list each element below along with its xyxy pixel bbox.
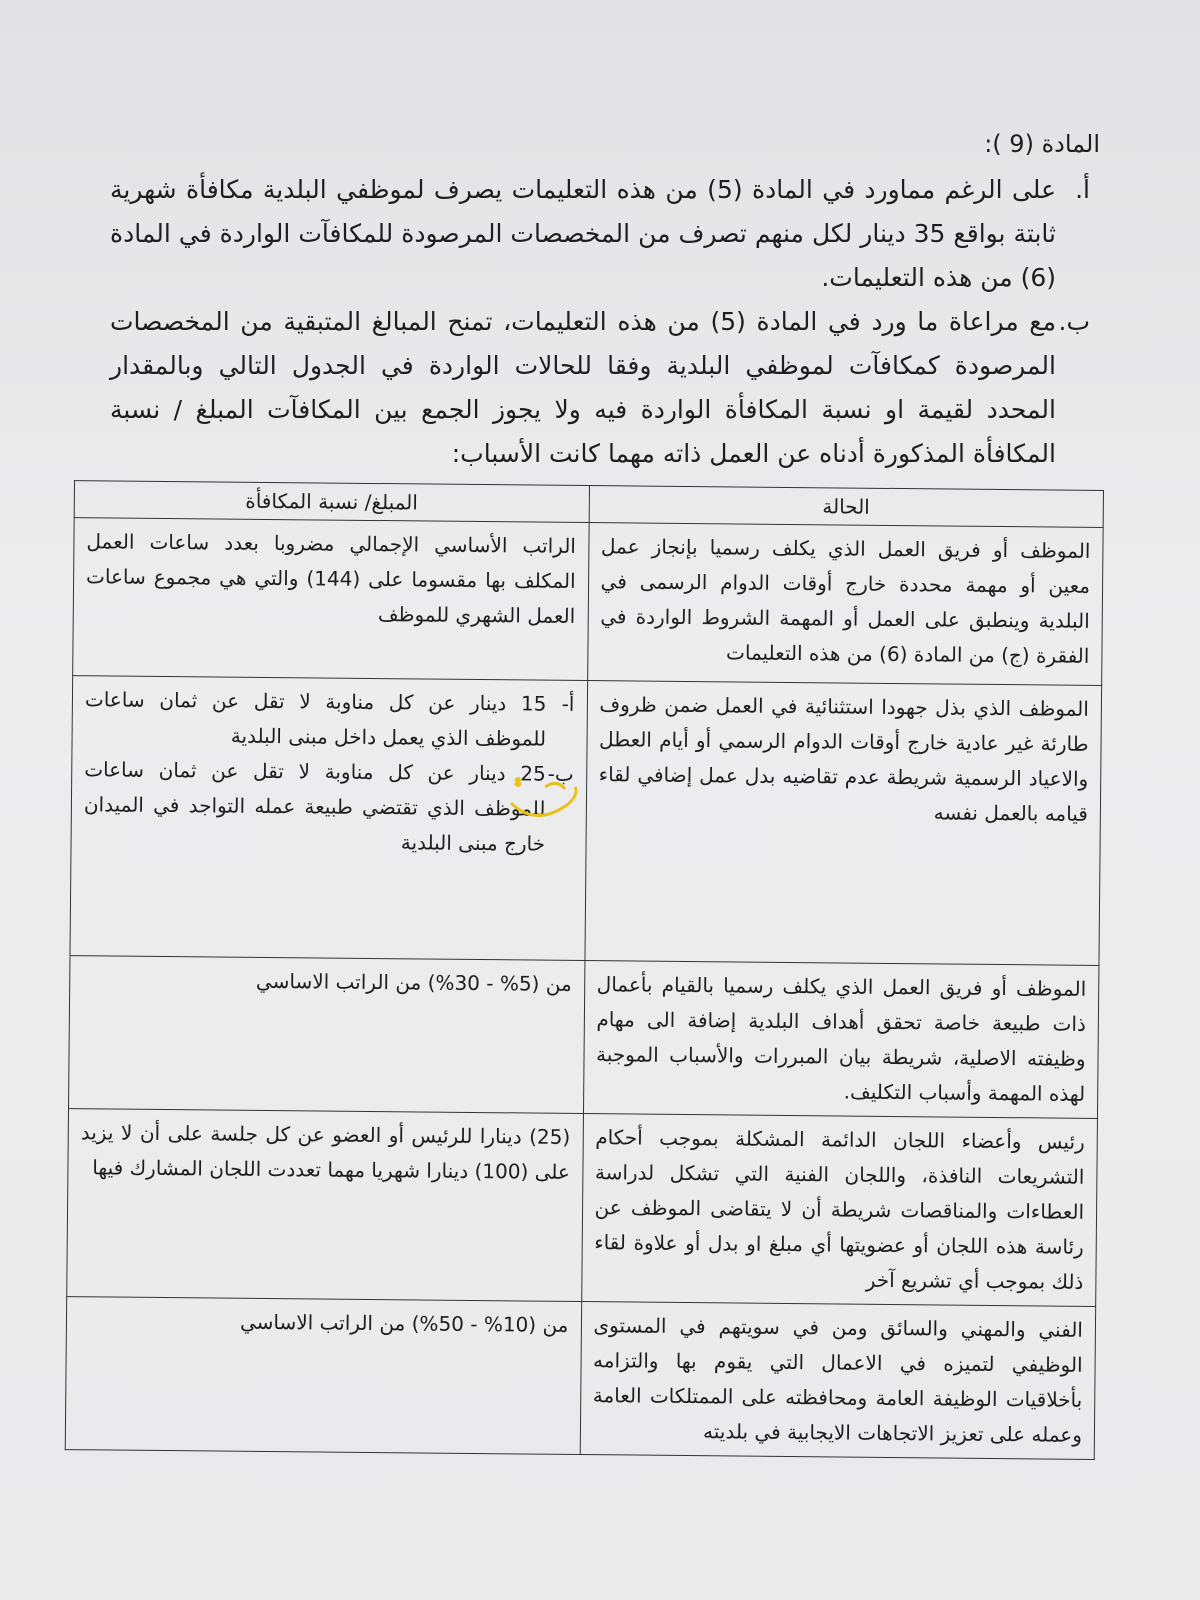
case-cell: الفني والمهني والسائق ومن في سويتهم في المستوى الوظيفي لتميزه في الاعمال التي يقوم بها والتزامه بأخلاقيات الوظيفة العامة ومحافظته على الممتلكات العامة وعمله على تعزيز الاتجاهات الايجابية في بلديته (580, 1302, 1096, 1460)
paragraph-marker: ب. (1058, 307, 1090, 336)
case-cell: الموظف أو فريق العمل الذي يكلف رسميا بإنجاز عمل معين أو مهمة محددة خارج أوقات الدوام الرسمى في البلدية وينطبق على العمل أو المهمة الشروط الواردة في الفقرة (ج) من المادة (6) من هذه التعليمات (587, 523, 1103, 686)
amount-subitem (84, 682, 574, 757)
paragraph-a (70, 168, 1090, 300)
subitem-text: 25 دينار عن كل مناوبة لا تقل عن ثمان ساعات للموظف الذي تقتضي طبيعة عمله التواجد في الميدان خارج مبنى البلدية (83, 757, 546, 856)
article-body (70, 130, 1100, 476)
subitem-marker: ب- (547, 761, 574, 786)
amount-cell: (25) دينارا للرئيس أو العضو عن كل جلسة على أن لا يزيد على (100) دينارا شهريا مهما تعددت اللجان المشارك فيها (67, 1109, 583, 1302)
amount-cell: الراتب الأساسي الإجمالي مضروبا بعدد ساعات العمل المكلف بها مقسوما على (144) والتي هي مجموع ساعات العمل الشهري للموظف (73, 518, 589, 681)
watermark-logo-icon (505, 765, 595, 825)
header-amount: المبلغ/ نسبة المكافأة (74, 481, 589, 523)
paragraph-text: على الرغم مماورد في المادة (5) من هذه التعليمات يصرف لموظفي البلدية مكافأة شهرية ثابتة بواقع 35 دينار لكل منهم تصرف من المخصصات المرصودة للمكافآت الواردة في المادة (6) من هذه التعليمات. (110, 175, 1057, 292)
compensation-table (65, 480, 1104, 1460)
table-row (69, 956, 1099, 1119)
case-cell: الموظف الذي بذل جهودا استثنائية في العمل ضمن ظروف طارئة غير عادية خارج أوقات الدوام الرسمي أو أيام العطل والاعياد الرسمية شريطة عدم تقاضيه بدل عمل إضافي لقاء قيامه بالعمل نفسه (584, 681, 1101, 966)
table-row (67, 1109, 1098, 1307)
article-title: المادة (9 ): (984, 130, 1100, 158)
case-cell: الموظف أو فريق العمل الذي يكلف رسميا بالقيام بأعمال ذات طبيعة خاصة تحقق أهداف البلدية إضافة الى مهام وظيفته الاصلية، شريطة بيان المبررات والأسباب الموجبة لهذه المهمة وأسباب التكليف. (583, 961, 1099, 1119)
watermark-logo (505, 765, 595, 825)
amount-cell: من (10% - 50%) من الراتب الاساسي (65, 1297, 581, 1455)
header-case: الحالة (589, 486, 1104, 528)
table-row (65, 1297, 1095, 1460)
case-cell: رئيس وأعضاء اللجان الدائمة المشكلة بموجب أحكام التشريعات النافذة، واللجان الفنية التي تشكل لدراسة العطاءات والمناقصات شريطة أن لا يتقاضى الموظف عن رئاسة هذه اللجان أو عضويتها أي مبلغ او بدل أو علاوة لقاء ذلك بموجب أي تشريع آخر (581, 1114, 1097, 1307)
amount-subitem (83, 752, 573, 862)
paragraph-marker: أ. (1075, 175, 1090, 204)
paragraph-b (70, 300, 1090, 476)
table-row (73, 518, 1103, 686)
subitem-marker: أ- (561, 691, 575, 716)
paragraph-text: مع مراعاة ما ورد في المادة (5) من هذه التعليمات، تمنح المبالغ المتبقية من المخصصات المرصودة كمكافآت لموظفي البلدية وفقا للحالات الواردة في الجدول التالي وبالمقدار المحدد لقيمة او نسبة المكافأة الواردة فيه ولا يجوز الجمع بين المكافآت المبلغ / نسبة المكافأة المذكورة أدناه عن العمل ذاته مهما كانت الأسباب: (110, 307, 1056, 468)
amount-cell: من (5% - 30%) من الراتب الاساسي (69, 956, 585, 1114)
subitem-text: 15 دينار عن كل مناوبة لا تقل عن ثمان ساعات للموظف الذي يعمل داخل مبنى البلدية (84, 687, 547, 751)
